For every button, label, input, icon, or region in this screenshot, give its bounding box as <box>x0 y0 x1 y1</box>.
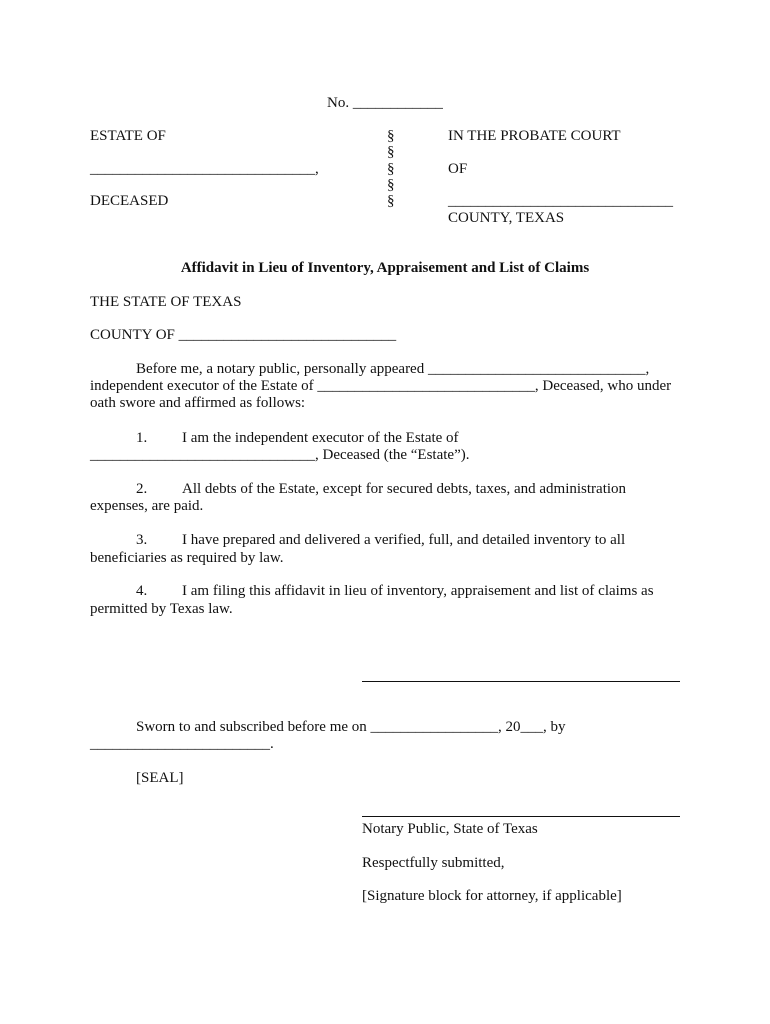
respectfully-submitted: Respectfully submitted, <box>362 855 505 871</box>
item-number: 2. <box>136 481 148 497</box>
intro-line-2: independent executor of the Estate of _____________________________, Deceased, who under <box>90 378 672 394</box>
item-text: ______________________________, Deceased (the “Estate”). <box>90 447 470 463</box>
notary-signature-line <box>362 816 680 817</box>
item-text: beneficiaries as required by law. <box>90 550 284 566</box>
section-mark: § <box>387 193 395 209</box>
venue-state: THE STATE OF TEXAS <box>90 294 242 310</box>
venue-county: COUNTY OF _____________________________ <box>90 327 397 343</box>
document-title: Affidavit in Lieu of Inventory, Appraisement and List of Claims <box>180 260 590 276</box>
item-number: 4. <box>136 583 148 599</box>
item-text: I have prepared and delivered a verified, full, and detailed inventory to all <box>182 532 626 548</box>
item-text: I am filing this affidavit in lieu of inventory, appraisement and list of claims as <box>182 583 654 599</box>
affiant-signature-line <box>362 681 680 682</box>
intro-line-3: oath swore and affirmed as follows: <box>90 395 306 411</box>
item-number: 3. <box>136 532 148 548</box>
notary-label: Notary Public, State of Texas <box>362 821 538 837</box>
estate-of-label: ESTATE OF <box>90 128 166 144</box>
item-number: 1. <box>136 430 148 446</box>
section-mark: § <box>387 161 395 177</box>
jurat-line-2: ________________________. <box>90 736 274 752</box>
county-blank: ______________________________ <box>448 193 673 209</box>
item-text: permitted by Texas law. <box>90 601 233 617</box>
deceased-label: DECEASED <box>90 193 169 209</box>
county-texas-label: COUNTY, TEXAS <box>448 210 565 226</box>
section-mark: § <box>387 128 395 144</box>
item-text: expenses, are paid. <box>90 498 204 514</box>
cause-number: No. ____________ <box>327 95 443 111</box>
of-label: OF <box>448 161 468 177</box>
seal-label: [SEAL] <box>136 770 184 786</box>
attorney-signature-block: [Signature block for attorney, if applicable] <box>362 888 622 904</box>
item-text: I am the independent executor of the Estate of <box>182 430 459 446</box>
decedent-name-blank: ______________________________, <box>90 161 319 177</box>
section-mark: § <box>387 177 395 193</box>
court-label: IN THE PROBATE COURT <box>448 128 621 144</box>
jurat-line-1: Sworn to and subscribed before me on _________________, 20___, by <box>136 719 566 735</box>
intro-line-1: Before me, a notary public, personally appeared _____________________________, <box>136 361 650 377</box>
section-mark: § <box>387 144 395 160</box>
item-text: All debts of the Estate, except for secured debts, taxes, and administration <box>182 481 627 497</box>
